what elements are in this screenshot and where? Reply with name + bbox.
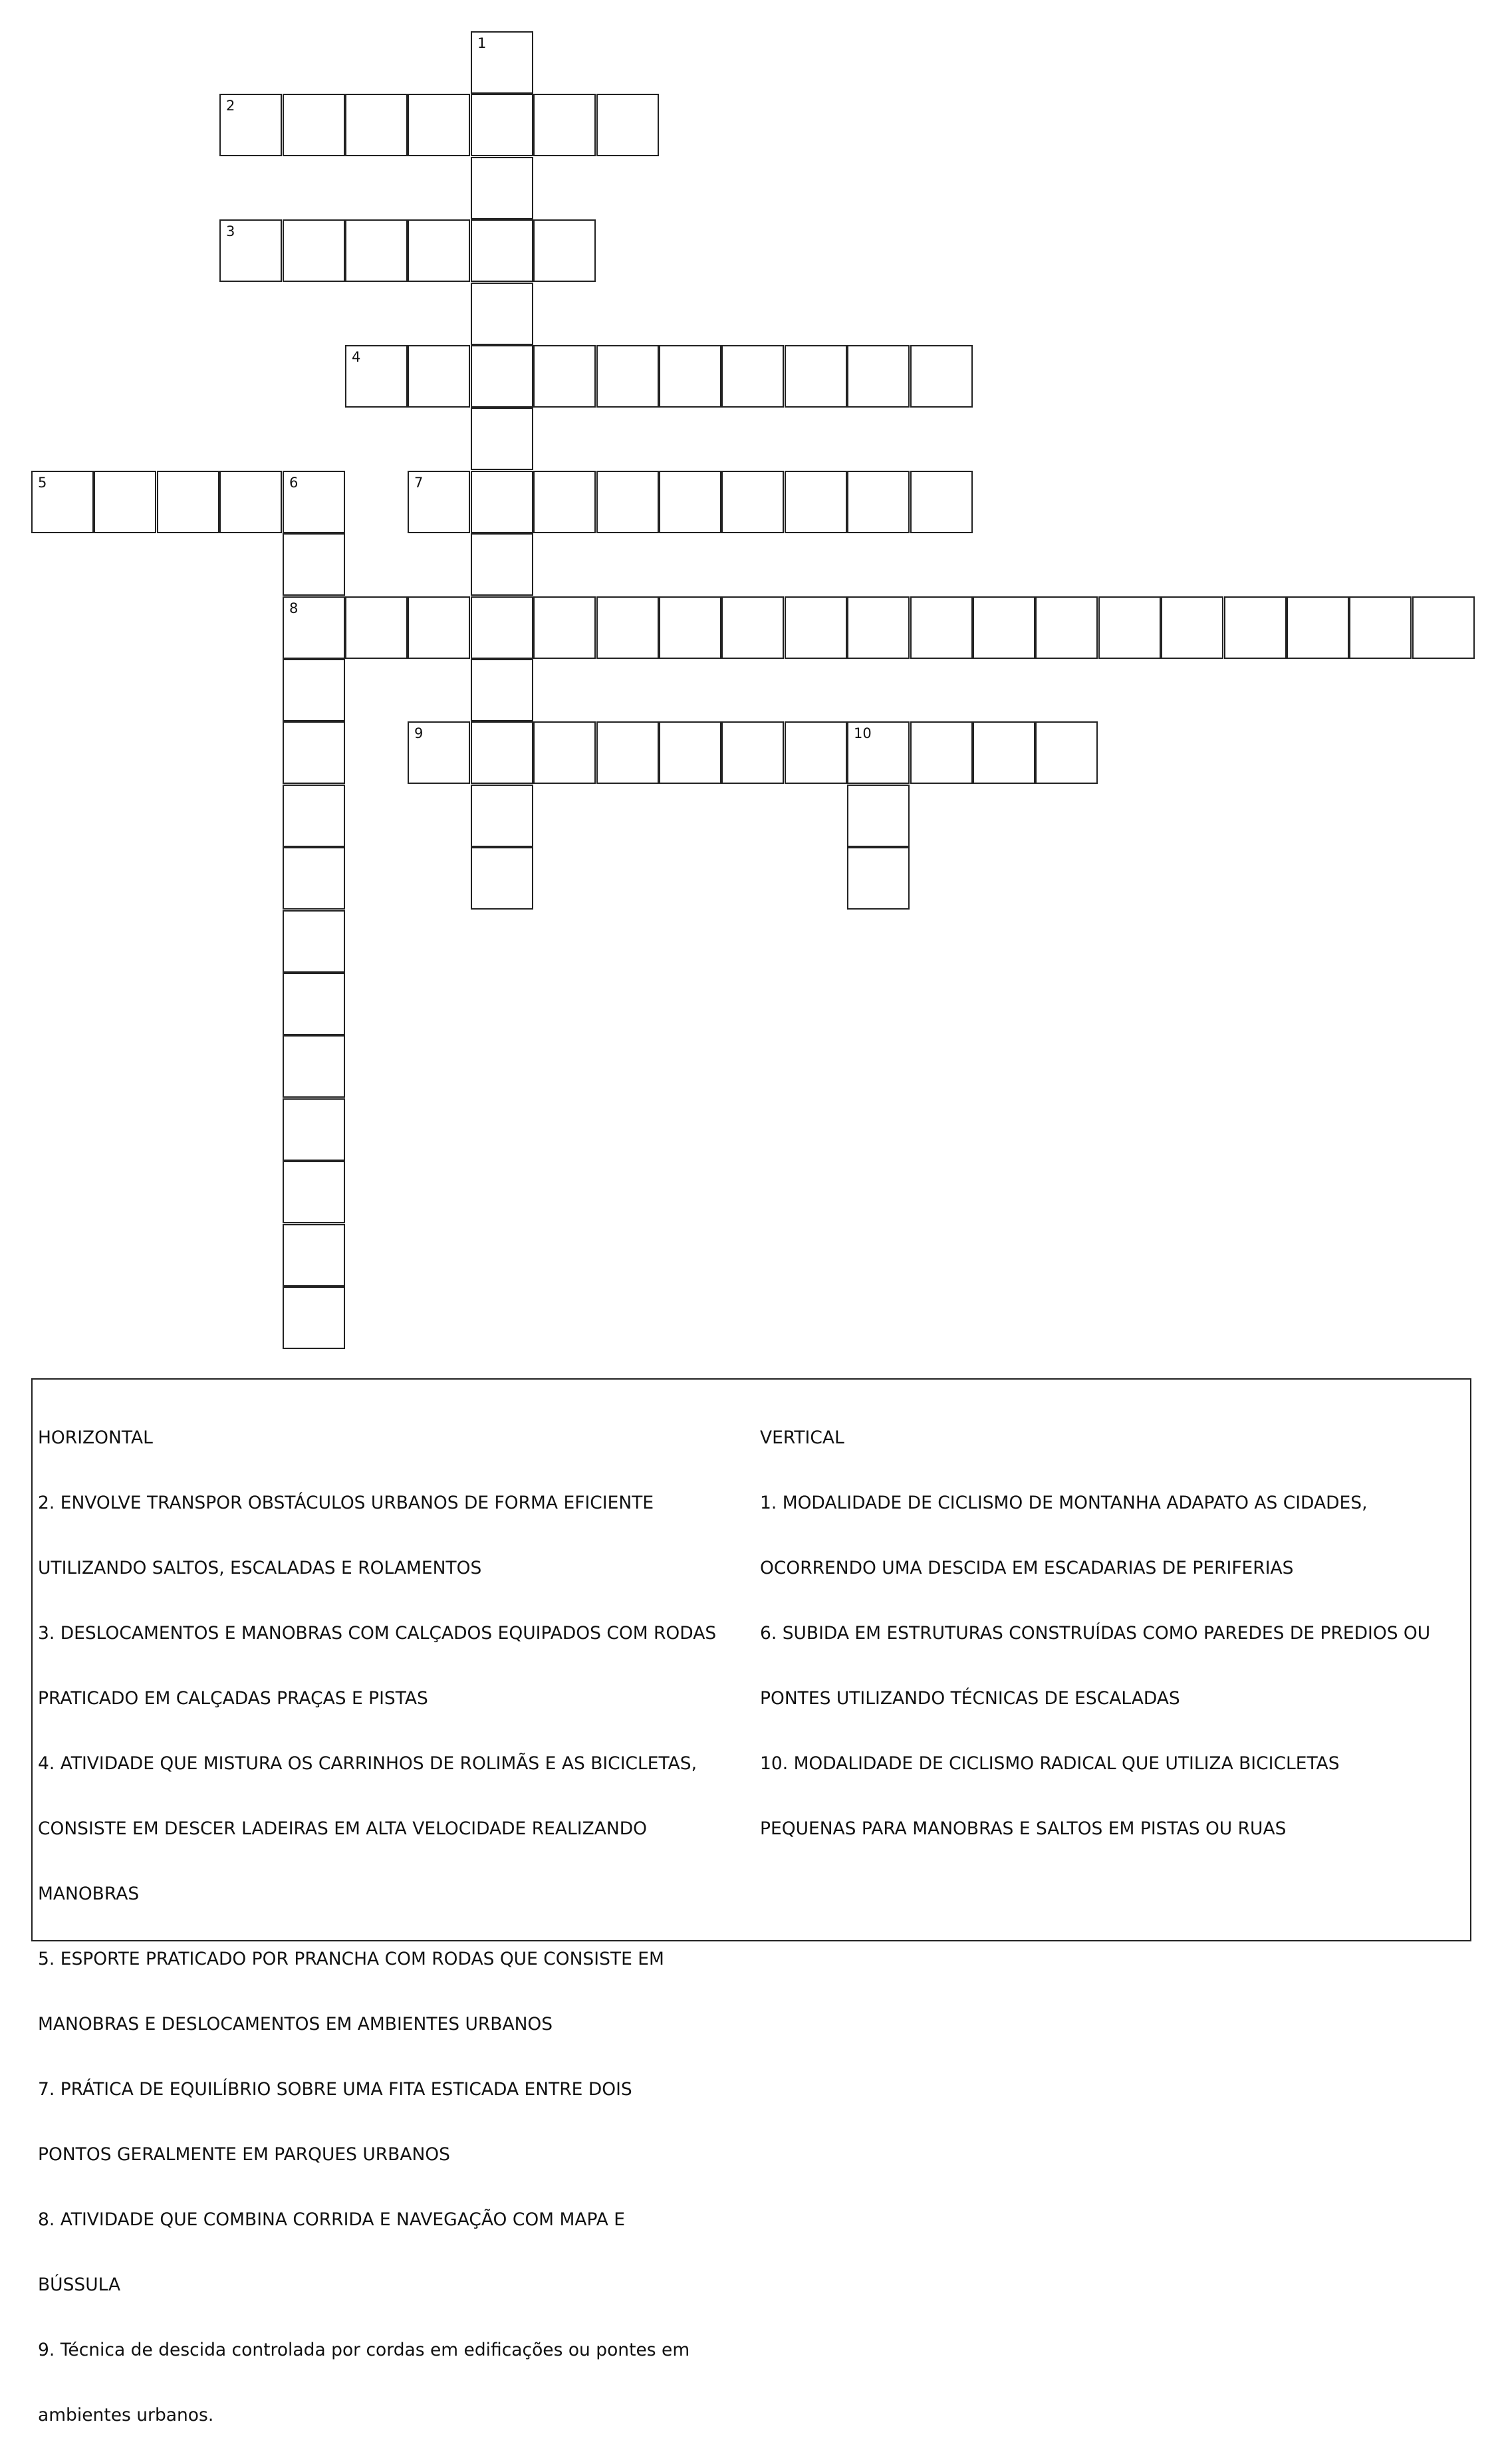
grid-cell[interactable]: [408, 596, 470, 659]
grid-cell[interactable]: [157, 471, 219, 533]
grid-cell[interactable]: [847, 596, 910, 659]
grid-cell[interactable]: [283, 1287, 345, 1349]
grid-cell[interactable]: [533, 596, 596, 659]
grid-cell[interactable]: [1224, 596, 1287, 659]
clue-number: 6: [289, 475, 299, 491]
clue-number: 8: [289, 600, 299, 616]
grid-cell[interactable]: [94, 471, 156, 533]
grid-cell[interactable]: [283, 1035, 345, 1098]
grid-cell[interactable]: [283, 471, 345, 533]
grid-cell[interactable]: [283, 94, 345, 156]
clue-line: 8. ATIVIDADE QUE COMBINA CORRIDA E NAVEGAÇÃO COM MAPA E: [38, 2209, 626, 2230]
grid-cell[interactable]: [785, 596, 847, 659]
clue-line: PONTES UTILIZANDO TÉCNICAS DE ESCALADAS: [760, 1688, 1180, 1709]
clue-line: MANOBRAS E DESLOCAMENTOS EM AMBIENTES URBANOS: [38, 2014, 553, 2034]
horizontal-clues: [38, 1389, 756, 2464]
grid-cell[interactable]: [283, 533, 345, 596]
clue-number: 3: [226, 223, 235, 239]
grid-cell[interactable]: [283, 973, 345, 1035]
grid-cell[interactable]: [408, 721, 470, 784]
grid-cell[interactable]: [345, 219, 408, 282]
grid-cell[interactable]: [847, 785, 910, 847]
grid-cell[interactable]: [283, 1098, 345, 1161]
grid-cell[interactable]: [219, 94, 282, 156]
clue-line: 4. ATIVIDADE QUE MISTURA OS CARRINHOS DE ROLIMÃS E AS BICICLETAS,: [38, 1753, 697, 1774]
grid-cell[interactable]: [345, 596, 408, 659]
grid-cell[interactable]: [533, 345, 596, 408]
grid-cell[interactable]: [659, 471, 721, 533]
grid-cell[interactable]: [219, 471, 282, 533]
grid-cell[interactable]: [721, 721, 784, 784]
clue-line: 3. DESLOCAMENTOS E MANOBRAS COM CALÇADOS EQUIPADOS COM RODAS: [38, 1623, 717, 1644]
vertical-clues: [760, 1389, 1465, 1878]
grid-cell[interactable]: [596, 471, 659, 533]
grid-cell[interactable]: [533, 721, 596, 784]
clue-line: ambientes urbanos.: [38, 2405, 214, 2425]
grid-cell[interactable]: [471, 157, 533, 219]
grid-cell[interactable]: [471, 721, 533, 784]
grid-cell[interactable]: [283, 721, 345, 784]
grid-cell[interactable]: [847, 847, 910, 910]
grid-cell[interactable]: [283, 659, 345, 721]
clue-number: 1: [477, 35, 487, 51]
grid-cell[interactable]: [1098, 596, 1161, 659]
grid-cell[interactable]: [283, 910, 345, 973]
grid-cell[interactable]: [596, 721, 659, 784]
grid-cell[interactable]: [910, 471, 973, 533]
grid-cell[interactable]: [1035, 721, 1098, 784]
clue-line: 10. MODALIDADE DE CICLISMO RADICAL QUE UTILIZA BICICLETAS: [760, 1753, 1340, 1774]
clue-number: 2: [226, 98, 235, 114]
grid-cell[interactable]: [1412, 596, 1475, 659]
grid-cell[interactable]: [283, 596, 345, 659]
grid-cell[interactable]: [408, 471, 470, 533]
grid-cell[interactable]: [1161, 596, 1223, 659]
clue-number: 10: [854, 725, 872, 741]
clue-line: 6. SUBIDA EM ESTRUTURAS CONSTRUÍDAS COMO PAREDES DE PREDIOS OU: [760, 1623, 1431, 1644]
clue-number: 4: [352, 349, 361, 365]
clue-line: PRATICADO EM CALÇADAS PRAÇAS E PISTAS: [38, 1688, 428, 1709]
grid-cell[interactable]: [31, 471, 94, 533]
grid-cell[interactable]: [283, 1224, 345, 1287]
grid-cell[interactable]: [471, 785, 533, 847]
grid-cell[interactable]: [847, 345, 910, 408]
grid-cell[interactable]: [847, 471, 910, 533]
grid-cell[interactable]: [283, 1161, 345, 1223]
grid-cell[interactable]: [219, 219, 282, 282]
grid-cell[interactable]: [785, 471, 847, 533]
grid-cell[interactable]: [847, 721, 910, 784]
grid-cell[interactable]: [596, 94, 659, 156]
clue-line: 5. ESPORTE PRATICADO POR PRANCHA COM RODAS QUE CONSISTE EM: [38, 1949, 664, 1969]
clue-number: 5: [38, 475, 47, 491]
grid-cell[interactable]: [283, 785, 345, 847]
grid-cell[interactable]: [785, 721, 847, 784]
grid-cell[interactable]: [471, 283, 533, 345]
clue-number: 7: [414, 475, 424, 491]
grid-cell[interactable]: [973, 596, 1035, 659]
grid-cell[interactable]: [533, 471, 596, 533]
clue-line: 2. ENVOLVE TRANSPOR OBSTÁCULOS URBANOS DE FORMA EFICIENTE: [38, 1493, 654, 1513]
grid-cell[interactable]: [1349, 596, 1412, 659]
grid-cell[interactable]: [471, 31, 533, 94]
clue-line: 7. PRÁTICA DE EQUILÍBRIO SOBRE UMA FITA ESTICADA ENTRE DOIS: [38, 2079, 632, 2100]
grid-cell[interactable]: [471, 847, 533, 910]
grid-cell[interactable]: [659, 345, 721, 408]
grid-cell[interactable]: [1035, 596, 1098, 659]
grid-cell[interactable]: [533, 94, 596, 156]
grid-cell[interactable]: [471, 94, 533, 156]
grid-cell[interactable]: [973, 721, 1035, 784]
grid-cell[interactable]: [659, 596, 721, 659]
clue-line: MANOBRAS: [38, 1884, 140, 1904]
clue-line: 9. Técnica de descida controlada por cordas em edificações ou pontes em: [38, 2340, 690, 2360]
vertical-heading: VERTICAL: [760, 1427, 844, 1448]
grid-cell[interactable]: [533, 219, 596, 282]
grid-cell[interactable]: [910, 596, 973, 659]
grid-cell[interactable]: [345, 345, 408, 408]
grid-cell[interactable]: [471, 219, 533, 282]
grid-cell[interactable]: [1287, 596, 1349, 659]
grid-cell[interactable]: [471, 471, 533, 533]
clue-line: CONSISTE EM DESCER LADEIRAS EM ALTA VELOCIDADE REALIZANDO: [38, 1818, 647, 1839]
grid-cell[interactable]: [659, 721, 721, 784]
grid-cell[interactable]: [408, 219, 470, 282]
grid-cell[interactable]: [596, 345, 659, 408]
clue-line: BÚSSULA: [38, 2275, 121, 2295]
grid-cell[interactable]: [471, 659, 533, 721]
clue-line: PEQUENAS PARA MANOBRAS E SALTOS EM PISTAS OU RUAS: [760, 1818, 1287, 1839]
grid-cell[interactable]: [721, 596, 784, 659]
grid-cell[interactable]: [471, 596, 533, 659]
horizontal-heading: HORIZONTAL: [38, 1427, 153, 1448]
grid-cell[interactable]: [471, 345, 533, 408]
grid-cell[interactable]: [471, 408, 533, 470]
grid-cell[interactable]: [345, 94, 408, 156]
grid-cell[interactable]: [283, 847, 345, 910]
grid-cell[interactable]: [596, 596, 659, 659]
clue-line: UTILIZANDO SALTOS, ESCALADAS E ROLAMENTOS: [38, 1558, 482, 1578]
grid-cell[interactable]: [283, 219, 345, 282]
grid-cell[interactable]: [785, 345, 847, 408]
grid-cell[interactable]: [910, 721, 973, 784]
grid-cell[interactable]: [910, 345, 973, 408]
grid-cell[interactable]: [471, 533, 533, 596]
clue-line: PONTOS GERALMENTE EM PARQUES URBANOS: [38, 2144, 450, 2165]
grid-cell[interactable]: [408, 345, 470, 408]
clue-line: OCORRENDO UMA DESCIDA EM ESCADARIAS DE PERIFERIAS: [760, 1558, 1294, 1578]
clue-number: 9: [414, 725, 424, 741]
grid-cell[interactable]: [721, 471, 784, 533]
grid-cell[interactable]: [408, 94, 470, 156]
clues-box: [31, 1378, 1471, 2425]
clue-line: 1. MODALIDADE DE CICLISMO DE MONTANHA ADAPATO AS CIDADES,: [760, 1493, 1368, 1513]
grid-cell[interactable]: [721, 345, 784, 408]
